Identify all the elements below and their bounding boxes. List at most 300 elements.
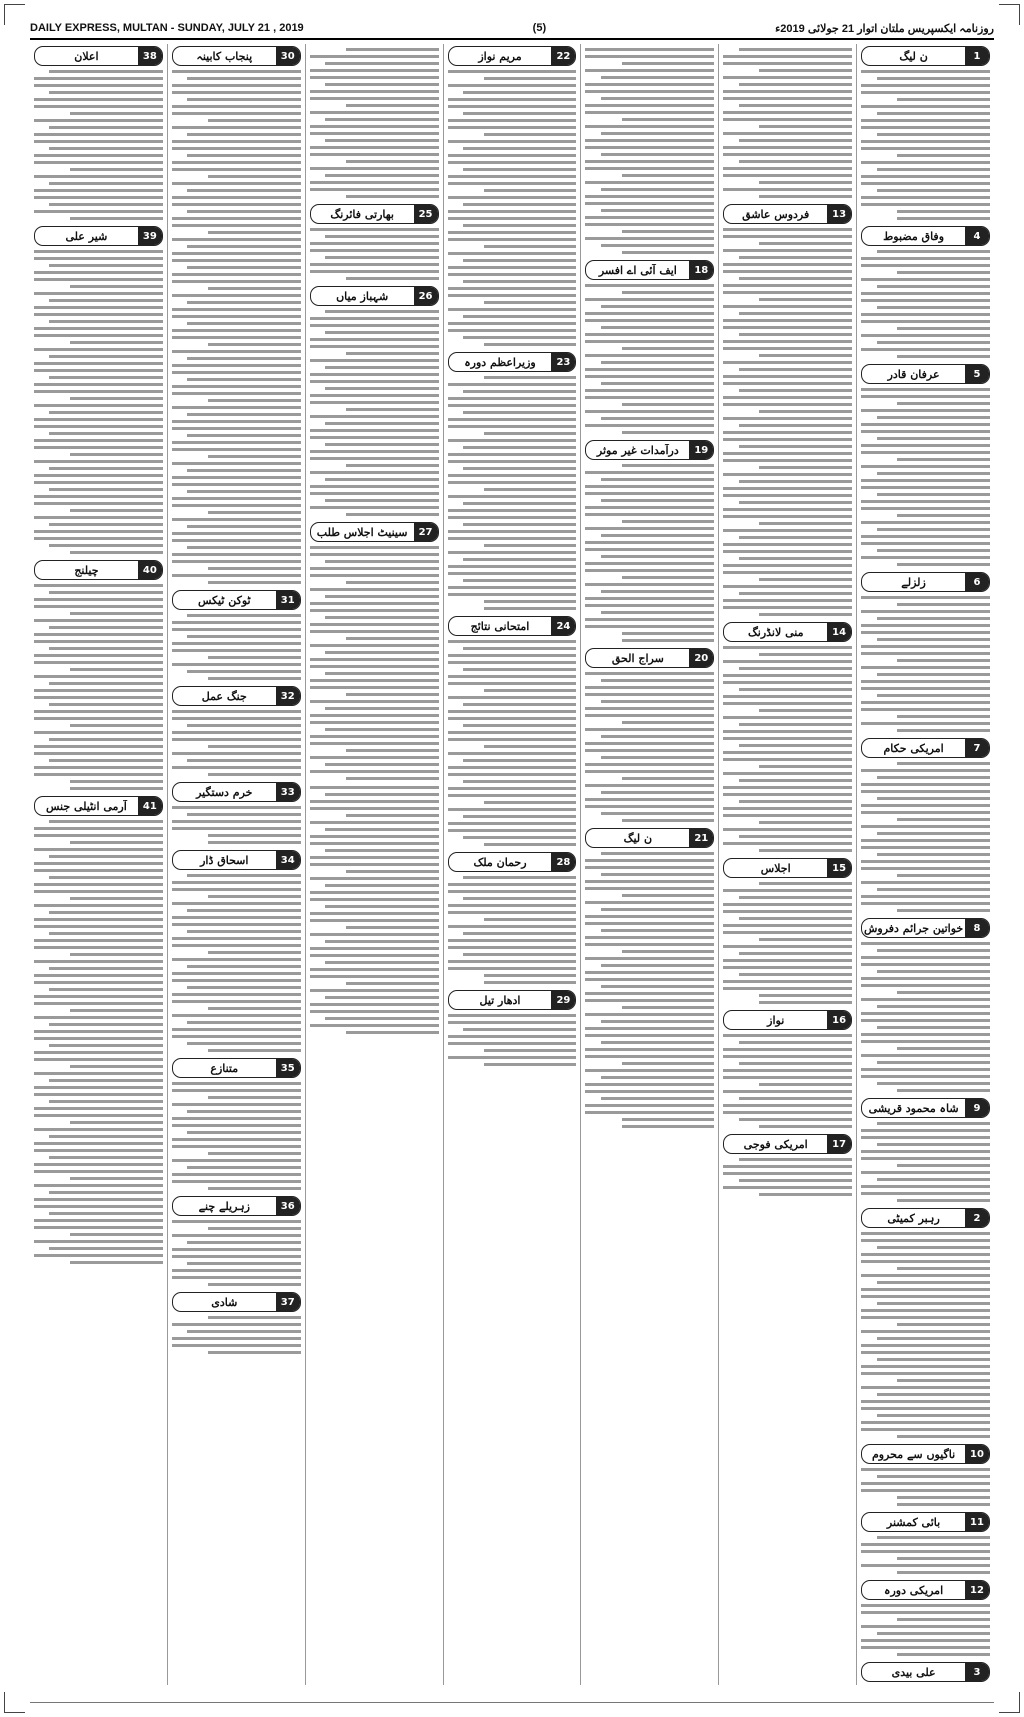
text-line bbox=[585, 1111, 714, 1114]
text-line bbox=[310, 188, 439, 191]
text-line bbox=[463, 897, 576, 900]
text-line bbox=[172, 752, 301, 755]
text-line bbox=[70, 112, 163, 115]
story-heading bbox=[585, 828, 714, 848]
text-line bbox=[601, 244, 714, 247]
text-line bbox=[861, 984, 990, 987]
text-line bbox=[723, 660, 852, 663]
text-line bbox=[208, 773, 301, 776]
text-line bbox=[723, 174, 852, 177]
text-line bbox=[739, 139, 852, 142]
text-line bbox=[448, 329, 577, 332]
text-line bbox=[723, 459, 852, 462]
story-section bbox=[861, 572, 990, 732]
text-line bbox=[187, 759, 300, 762]
text-line bbox=[484, 1063, 577, 1066]
text-line bbox=[34, 481, 163, 484]
text-line bbox=[310, 450, 439, 453]
text-line bbox=[484, 974, 577, 977]
story-number-badge: 16 bbox=[827, 1011, 851, 1029]
text-line bbox=[759, 181, 852, 184]
masthead bbox=[30, 20, 994, 36]
text-line bbox=[861, 542, 990, 545]
story-title: بھارتی فائرنگ bbox=[330, 207, 394, 221]
text-line bbox=[448, 946, 577, 949]
text-line bbox=[310, 574, 439, 577]
text-line bbox=[622, 894, 715, 897]
text-line bbox=[448, 717, 577, 720]
text-line bbox=[49, 1247, 162, 1250]
text-line bbox=[49, 932, 162, 935]
story-body-text bbox=[861, 1232, 990, 1438]
text-line bbox=[346, 464, 439, 467]
story-number-badge: 11 bbox=[965, 1513, 989, 1531]
text-line bbox=[861, 486, 990, 489]
story-number-badge: 22 bbox=[551, 47, 575, 65]
text-line bbox=[622, 230, 715, 233]
text-line bbox=[861, 783, 990, 786]
text-line bbox=[34, 348, 163, 351]
text-line bbox=[448, 175, 577, 178]
text-line bbox=[208, 745, 301, 748]
text-line bbox=[448, 696, 577, 699]
text-line bbox=[861, 1400, 990, 1403]
text-line bbox=[34, 446, 163, 449]
text-line bbox=[723, 284, 852, 287]
text-line bbox=[34, 84, 163, 87]
story-body-text bbox=[172, 1082, 301, 1190]
text-line bbox=[172, 731, 301, 734]
story-body-text bbox=[861, 1468, 990, 1506]
text-line bbox=[723, 235, 852, 238]
text-line bbox=[172, 70, 301, 73]
text-line bbox=[723, 487, 852, 490]
text-line bbox=[448, 766, 577, 769]
text-line bbox=[187, 469, 300, 472]
text-line bbox=[861, 881, 990, 884]
story-section bbox=[585, 828, 714, 1128]
text-line bbox=[585, 527, 714, 530]
text-line bbox=[877, 1061, 990, 1064]
story-heading bbox=[310, 286, 439, 306]
text-line bbox=[49, 320, 162, 323]
text-line bbox=[585, 866, 714, 869]
story-title: ٹوکن ٹیکس bbox=[197, 593, 251, 607]
text-line bbox=[723, 751, 852, 754]
text-line bbox=[759, 466, 852, 469]
text-line bbox=[310, 69, 439, 72]
text-line bbox=[585, 485, 714, 488]
text-line bbox=[759, 613, 852, 616]
text-line bbox=[723, 132, 852, 135]
text-line bbox=[448, 196, 577, 199]
text-line bbox=[585, 410, 714, 413]
text-line bbox=[172, 168, 301, 171]
text-line bbox=[172, 628, 301, 631]
text-line bbox=[877, 1122, 990, 1125]
story-heading bbox=[172, 1292, 301, 1312]
story-body-text bbox=[172, 806, 301, 844]
story-body-text bbox=[34, 820, 163, 1264]
story-heading bbox=[585, 440, 714, 460]
text-line bbox=[861, 507, 990, 510]
text-line bbox=[172, 259, 301, 262]
text-line bbox=[601, 756, 714, 759]
text-line bbox=[172, 923, 301, 926]
text-line bbox=[723, 305, 852, 308]
story-section bbox=[861, 46, 990, 220]
text-line bbox=[897, 402, 990, 405]
text-line bbox=[34, 1114, 163, 1117]
text-line bbox=[739, 501, 852, 504]
text-line bbox=[877, 77, 990, 80]
story-title: رحمان ملک bbox=[473, 855, 527, 869]
text-line bbox=[49, 264, 162, 267]
text-line bbox=[187, 1262, 300, 1265]
story-heading bbox=[448, 852, 577, 872]
text-line bbox=[34, 196, 163, 199]
text-line bbox=[70, 1065, 163, 1068]
text-line bbox=[448, 84, 577, 87]
text-line bbox=[739, 592, 852, 595]
story-heading bbox=[723, 204, 852, 224]
text-line bbox=[310, 132, 439, 135]
text-line bbox=[448, 654, 577, 657]
text-line bbox=[172, 902, 301, 905]
text-line bbox=[34, 119, 163, 122]
story-heading bbox=[861, 918, 990, 938]
story-section bbox=[310, 286, 439, 516]
story-body-text bbox=[861, 1122, 990, 1202]
text-line bbox=[861, 708, 990, 711]
text-line bbox=[172, 483, 301, 486]
text-line bbox=[861, 521, 990, 524]
story-section bbox=[172, 1196, 301, 1286]
text-line bbox=[208, 567, 301, 570]
text-line bbox=[739, 1097, 852, 1100]
text-line bbox=[484, 488, 577, 491]
text-line bbox=[172, 217, 301, 220]
text-line bbox=[622, 403, 715, 406]
text-line bbox=[723, 1055, 852, 1058]
text-line bbox=[897, 991, 990, 994]
story-section bbox=[310, 204, 439, 280]
text-line bbox=[601, 791, 714, 794]
text-line bbox=[172, 336, 301, 339]
text-line bbox=[861, 977, 990, 980]
text-line bbox=[861, 1421, 990, 1424]
text-line bbox=[585, 1104, 714, 1107]
text-line bbox=[448, 794, 577, 797]
text-line bbox=[310, 891, 439, 894]
text-line bbox=[172, 308, 301, 311]
text-line bbox=[172, 738, 301, 741]
text-line bbox=[172, 979, 301, 982]
text-line bbox=[448, 1042, 577, 1045]
text-line bbox=[448, 273, 577, 276]
story-heading bbox=[861, 1098, 990, 1118]
text-line bbox=[723, 786, 852, 789]
text-line bbox=[325, 235, 438, 238]
text-line bbox=[739, 1179, 852, 1182]
text-line bbox=[325, 387, 438, 390]
text-line bbox=[739, 1041, 852, 1044]
story-number-badge: 35 bbox=[276, 1059, 300, 1077]
text-line bbox=[34, 530, 163, 533]
text-line bbox=[70, 787, 163, 790]
text-line bbox=[448, 967, 577, 970]
story-title: فردوس عاشق bbox=[742, 207, 810, 221]
text-line bbox=[34, 133, 163, 136]
text-line bbox=[897, 1503, 990, 1506]
story-section bbox=[34, 796, 163, 1264]
text-line bbox=[463, 815, 576, 818]
text-line bbox=[585, 880, 714, 883]
text-line bbox=[187, 930, 300, 933]
text-line bbox=[448, 516, 577, 519]
text-line bbox=[723, 90, 852, 93]
text-line bbox=[34, 1170, 163, 1173]
text-line bbox=[448, 404, 577, 407]
text-line bbox=[208, 895, 301, 898]
text-line bbox=[585, 237, 714, 240]
text-line bbox=[861, 388, 990, 391]
text-line bbox=[346, 926, 439, 929]
text-line bbox=[463, 558, 576, 561]
text-line bbox=[877, 1536, 990, 1539]
text-line bbox=[49, 432, 162, 435]
text-line bbox=[34, 189, 163, 192]
text-line bbox=[585, 160, 714, 163]
text-line bbox=[723, 737, 852, 740]
text-line bbox=[585, 1083, 714, 1086]
text-line bbox=[861, 963, 990, 966]
story-section bbox=[448, 990, 577, 1066]
text-line bbox=[861, 1185, 990, 1188]
text-line bbox=[34, 327, 163, 330]
text-line bbox=[34, 383, 163, 386]
text-line bbox=[448, 154, 577, 157]
text-line bbox=[861, 680, 990, 683]
text-line bbox=[346, 104, 439, 107]
story-number-badge: 13 bbox=[827, 205, 851, 223]
story-title: بائی کمشنر bbox=[886, 1515, 941, 1529]
story-title: متنازع bbox=[210, 1061, 239, 1075]
text-line bbox=[723, 228, 852, 231]
text-line bbox=[622, 950, 715, 953]
text-line bbox=[172, 406, 301, 409]
text-line bbox=[208, 677, 301, 680]
text-line bbox=[34, 633, 163, 636]
text-line bbox=[723, 270, 852, 273]
story-section bbox=[861, 226, 990, 358]
text-line bbox=[861, 1646, 990, 1649]
text-line bbox=[585, 541, 714, 544]
text-line bbox=[861, 1075, 990, 1078]
text-line bbox=[70, 612, 163, 615]
text-line bbox=[877, 306, 990, 309]
story-title: ناگیوں سے محروم bbox=[871, 1447, 956, 1461]
text-line bbox=[310, 1024, 439, 1027]
story-heading bbox=[310, 522, 439, 542]
text-line bbox=[34, 1149, 163, 1152]
text-line bbox=[723, 249, 852, 252]
text-line bbox=[861, 105, 990, 108]
text-line bbox=[897, 1379, 990, 1382]
text-line bbox=[759, 709, 852, 712]
story-number-badge: 12 bbox=[965, 1581, 989, 1599]
text-line bbox=[325, 1017, 438, 1020]
story-section bbox=[861, 1512, 990, 1574]
text-line bbox=[585, 859, 714, 862]
text-line bbox=[897, 715, 990, 718]
text-line bbox=[34, 516, 163, 519]
text-line bbox=[601, 188, 714, 191]
story-section bbox=[34, 46, 163, 220]
text-line bbox=[310, 658, 439, 661]
text-line bbox=[187, 77, 300, 80]
text-line bbox=[49, 203, 162, 206]
text-line bbox=[172, 1117, 301, 1120]
text-line bbox=[448, 565, 577, 568]
text-line bbox=[877, 416, 990, 419]
text-line bbox=[34, 1051, 163, 1054]
text-line bbox=[187, 1131, 300, 1134]
story-title: شیر علی bbox=[65, 229, 108, 243]
text-line bbox=[601, 985, 714, 988]
text-line bbox=[172, 1248, 301, 1251]
text-line bbox=[723, 1111, 852, 1114]
text-line bbox=[34, 675, 163, 678]
text-line bbox=[877, 168, 990, 171]
text-line bbox=[861, 1365, 990, 1368]
text-line bbox=[723, 319, 852, 322]
text-line bbox=[861, 596, 990, 599]
text-line bbox=[861, 825, 990, 828]
text-line bbox=[723, 772, 852, 775]
text-line bbox=[585, 146, 714, 149]
text-line bbox=[187, 245, 300, 248]
text-line bbox=[739, 667, 852, 670]
text-line bbox=[310, 167, 439, 170]
text-line bbox=[187, 614, 300, 617]
text-line bbox=[739, 973, 852, 976]
text-line bbox=[172, 1337, 301, 1340]
text-line bbox=[723, 146, 852, 149]
text-line bbox=[861, 430, 990, 433]
text-line bbox=[187, 266, 300, 269]
text-line bbox=[34, 1198, 163, 1201]
text-line bbox=[759, 195, 852, 198]
text-line bbox=[897, 729, 990, 732]
text-line bbox=[325, 174, 438, 177]
text-line bbox=[585, 104, 714, 107]
story-section bbox=[172, 850, 301, 1052]
text-line bbox=[448, 231, 577, 234]
text-line bbox=[601, 478, 714, 481]
text-line bbox=[325, 651, 438, 654]
text-line bbox=[448, 126, 577, 129]
text-line bbox=[723, 959, 852, 962]
text-line bbox=[187, 813, 300, 816]
text-line bbox=[448, 773, 577, 776]
text-line bbox=[759, 354, 852, 357]
text-line bbox=[34, 848, 163, 851]
masthead-urdu-dateline: روزنامہ ایکسپریس ملتان اتوار 21 جولائی 2019ء bbox=[775, 22, 994, 35]
text-line bbox=[34, 605, 163, 608]
story-number-badge: 10 bbox=[965, 1445, 989, 1463]
text-line bbox=[34, 362, 163, 365]
text-line bbox=[34, 210, 163, 213]
story-section bbox=[723, 48, 852, 198]
text-line bbox=[49, 91, 162, 94]
text-line bbox=[897, 1496, 990, 1499]
text-line bbox=[484, 607, 577, 610]
footer-rule bbox=[30, 1702, 994, 1703]
text-line bbox=[34, 98, 163, 101]
text-line bbox=[34, 460, 163, 463]
text-line bbox=[34, 890, 163, 893]
text-line bbox=[585, 763, 714, 766]
story-number-badge: 34 bbox=[276, 851, 300, 869]
text-line bbox=[187, 670, 300, 673]
story-heading bbox=[585, 648, 714, 668]
text-line bbox=[325, 256, 438, 259]
text-line bbox=[310, 1010, 439, 1013]
text-line bbox=[877, 1246, 990, 1249]
text-line bbox=[723, 473, 852, 476]
text-line bbox=[622, 639, 715, 642]
text-line bbox=[325, 849, 438, 852]
text-line bbox=[759, 1083, 852, 1086]
text-line bbox=[861, 1625, 990, 1628]
text-line bbox=[34, 1072, 163, 1075]
text-line bbox=[172, 448, 301, 451]
story-heading bbox=[861, 1444, 990, 1464]
text-line bbox=[861, 264, 990, 267]
text-line bbox=[49, 126, 162, 129]
story-title: پنجاب کابینہ bbox=[196, 49, 253, 63]
text-line bbox=[877, 949, 990, 952]
text-line bbox=[585, 922, 714, 925]
text-line bbox=[739, 83, 852, 86]
text-line bbox=[585, 298, 714, 301]
text-line bbox=[723, 361, 852, 364]
text-line bbox=[448, 586, 577, 589]
text-line bbox=[172, 371, 301, 374]
text-line bbox=[310, 898, 439, 901]
text-line bbox=[208, 231, 301, 234]
text-line bbox=[739, 104, 852, 107]
text-line bbox=[448, 509, 577, 512]
text-line bbox=[739, 389, 852, 392]
text-line bbox=[739, 1158, 852, 1161]
text-line bbox=[484, 189, 577, 192]
text-line bbox=[310, 359, 439, 362]
text-line bbox=[34, 834, 163, 837]
crop-mark-bottom-left bbox=[4, 1692, 25, 1713]
text-line bbox=[310, 317, 439, 320]
text-line bbox=[585, 125, 714, 128]
story-number-badge: 5 bbox=[965, 365, 989, 383]
text-line bbox=[310, 742, 439, 745]
text-line bbox=[601, 1041, 714, 1044]
text-line bbox=[172, 224, 301, 227]
text-line bbox=[723, 980, 852, 983]
text-line bbox=[759, 821, 852, 824]
text-line bbox=[49, 1156, 162, 1159]
text-line bbox=[325, 763, 438, 766]
